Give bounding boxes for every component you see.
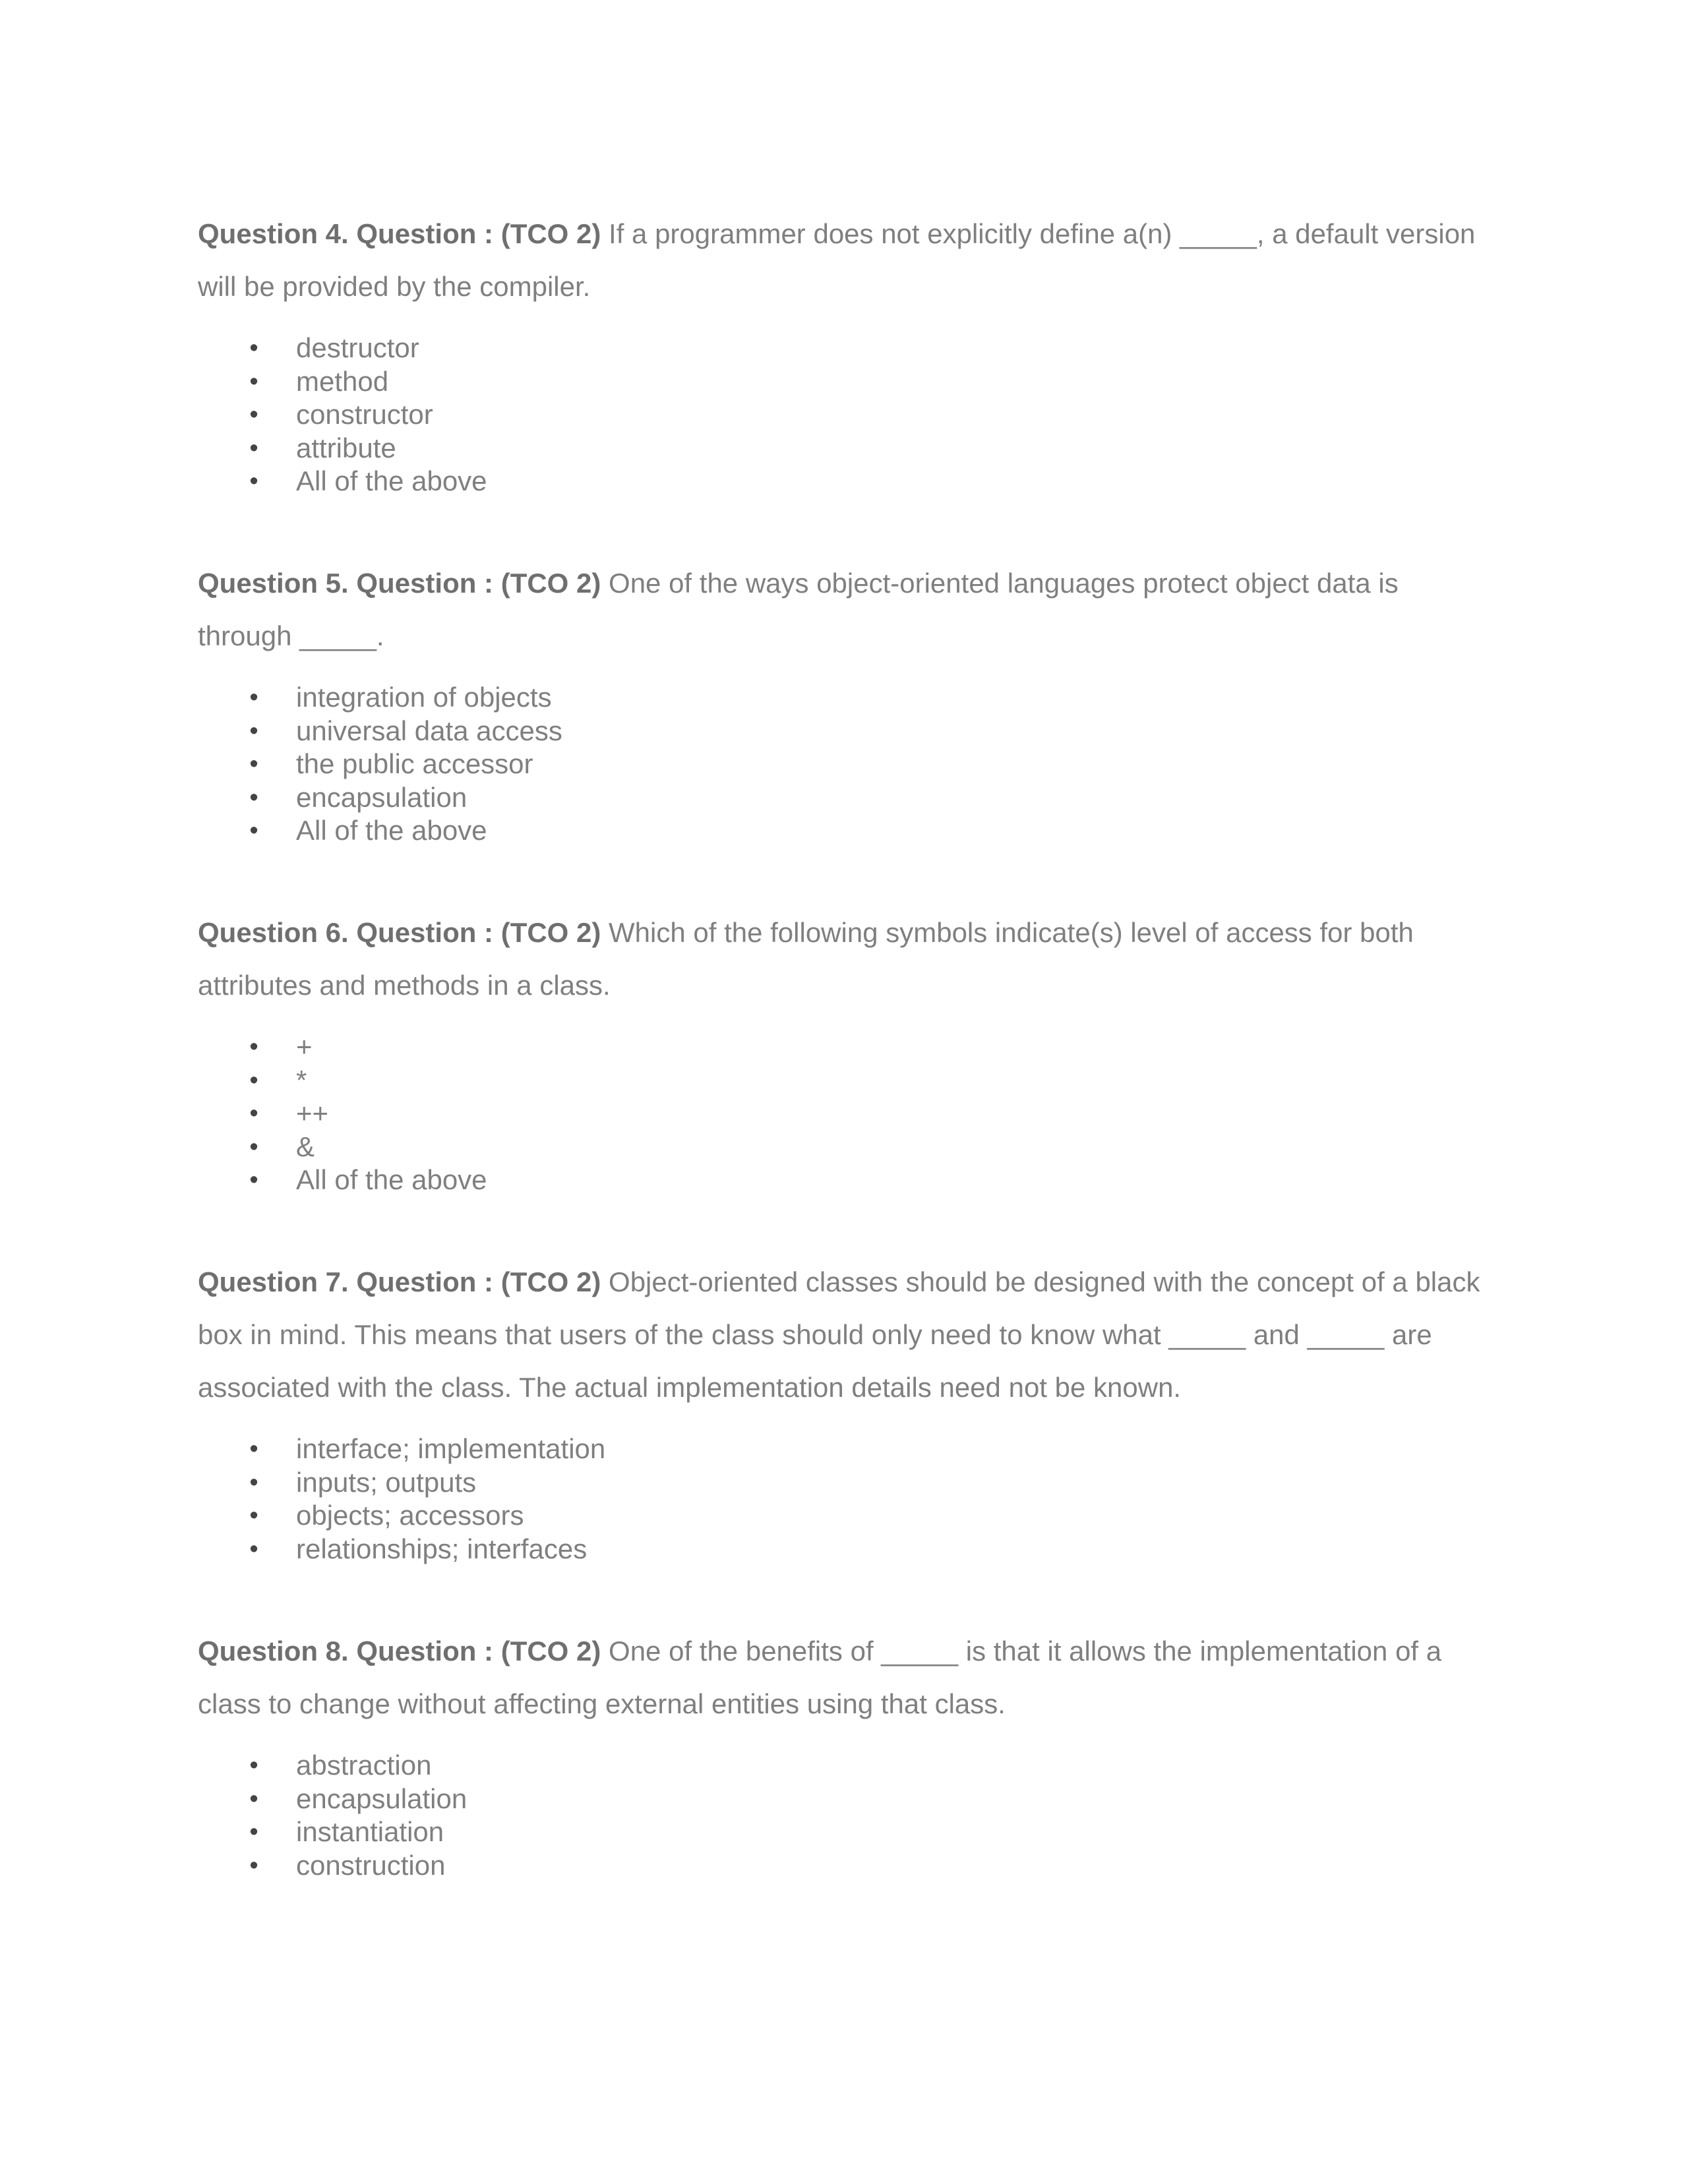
- option-label: construction: [296, 1849, 446, 1881]
- option-label: destructor: [296, 332, 419, 363]
- bullet-icon: •: [249, 817, 258, 844]
- question-5-body: One of the ways object-oriented languages protect object data is through _____.: [198, 568, 1399, 651]
- option-label: interface; implementation: [296, 1433, 606, 1464]
- option-encapsulation: [198, 1783, 1484, 1816]
- question-6-text: [198, 906, 1484, 1012]
- question-4-label: Question 4. Question : (TCO 2): [198, 218, 601, 249]
- bullet-icon: •: [249, 401, 258, 428]
- option-instantiation: [198, 1815, 1484, 1849]
- question-8-label: Question 8. Question : (TCO 2): [198, 1636, 601, 1667]
- bullet-icon: •: [249, 1468, 258, 1496]
- question-8-body: One of the benefits of _____ is that it allows the implementation of a class to change without affecting external entities using that class.: [198, 1636, 1442, 1719]
- question-7-label: Question 7. Question : (TCO 2): [198, 1266, 601, 1297]
- option-relationships-interfaces: [198, 1533, 1484, 1566]
- option-label: &: [296, 1131, 315, 1162]
- bullet-icon: •: [249, 1166, 258, 1194]
- option-inputs-outputs: [198, 1466, 1484, 1500]
- bullet-icon: •: [249, 717, 258, 745]
- question-6-label: Question 6. Question : (TCO 2): [198, 917, 601, 948]
- question-5-label: Question 5. Question : (TCO 2): [198, 568, 601, 599]
- question-4-text: [198, 208, 1484, 313]
- question-8: [198, 1625, 1484, 1882]
- option-universal-data-access: [198, 715, 1484, 748]
- option-ampersand: [198, 1131, 1484, 1164]
- bullet-icon: •: [249, 1785, 258, 1813]
- question-4-body: If a programmer does not explicitly define a(n) _____, a default version will be provided by the compiler.: [198, 218, 1476, 302]
- question-6: [198, 906, 1484, 1197]
- bullet-icon: •: [249, 1033, 258, 1061]
- option-label: inputs; outputs: [296, 1466, 477, 1498]
- question-5-options: [198, 681, 1484, 848]
- question-5: [198, 557, 1484, 848]
- option-label: attribute: [296, 432, 396, 463]
- bullet-icon: •: [249, 1502, 258, 1529]
- bullet-icon: •: [249, 1752, 258, 1779]
- bullet-icon: •: [249, 434, 258, 462]
- option-label: +: [296, 1031, 313, 1062]
- option-destructor: [198, 332, 1484, 365]
- option-plus: [198, 1030, 1484, 1064]
- bullet-icon: •: [249, 1535, 258, 1563]
- option-construction: [198, 1849, 1484, 1883]
- option-abstraction: [198, 1749, 1484, 1783]
- bullet-icon: •: [249, 1133, 258, 1161]
- question-7-text: [198, 1256, 1484, 1414]
- question-6-options: [198, 1030, 1484, 1197]
- option-interface-implementation: [198, 1432, 1484, 1466]
- option-label: All of the above: [296, 815, 487, 846]
- bullet-icon: •: [249, 467, 258, 495]
- bullet-icon: •: [249, 783, 258, 812]
- option-label: method: [296, 365, 389, 397]
- bullet-icon: •: [249, 334, 258, 362]
- option-all-of-the-above: [198, 1164, 1484, 1197]
- question-4: [198, 208, 1484, 498]
- bullet-icon: •: [249, 750, 258, 778]
- option-label: integration of objects: [296, 682, 552, 713]
- option-label: encapsulation: [296, 781, 467, 813]
- option-label: All of the above: [296, 1164, 487, 1195]
- option-label: ++: [296, 1098, 329, 1129]
- option-label: *: [296, 1064, 307, 1096]
- question-7-body: Object-oriented classes should be designed with the concept of a black box in mind. This means that users of the class should only need to know what _____ and _____ are associated with the class. The actual implementation details need not be known.: [198, 1266, 1480, 1403]
- option-method: [198, 365, 1484, 399]
- option-label: All of the above: [296, 465, 487, 496]
- option-integration-of-objects: [198, 681, 1484, 715]
- option-label: objects; accessors: [296, 1500, 524, 1531]
- option-attribute: [198, 432, 1484, 465]
- option-label: encapsulation: [296, 1783, 467, 1814]
- option-label: the public accessor: [296, 748, 533, 779]
- bullet-icon: •: [249, 1066, 258, 1094]
- option-constructor: [198, 398, 1484, 432]
- question-6-body: Which of the following symbols indicate(s) level of access for both attributes and methods in a class.: [198, 917, 1414, 1001]
- bullet-icon: •: [249, 1100, 258, 1127]
- option-the-public-accessor: [198, 748, 1484, 781]
- question-7-options: [198, 1432, 1484, 1566]
- option-label: abstraction: [296, 1750, 432, 1781]
- option-objects-accessors: [198, 1499, 1484, 1533]
- option-label: universal data access: [296, 715, 562, 746]
- bullet-icon: •: [249, 1818, 258, 1846]
- option-encapsulation: [198, 781, 1484, 815]
- option-asterisk: [198, 1064, 1484, 1098]
- question-4-options: [198, 332, 1484, 498]
- option-double-plus: [198, 1097, 1484, 1131]
- question-7: [198, 1256, 1484, 1566]
- question-8-text: [198, 1625, 1484, 1730]
- bullet-icon: •: [249, 684, 258, 711]
- option-label: instantiation: [296, 1816, 444, 1847]
- bullet-icon: •: [249, 1435, 258, 1463]
- bullet-icon: •: [249, 1851, 258, 1879]
- question-8-options: [198, 1749, 1484, 1882]
- option-all-of-the-above: [198, 465, 1484, 498]
- option-all-of-the-above: [198, 814, 1484, 848]
- bullet-icon: •: [249, 367, 258, 396]
- option-label: constructor: [296, 399, 433, 430]
- option-label: relationships; interfaces: [296, 1533, 588, 1564]
- question-5-text: [198, 557, 1484, 663]
